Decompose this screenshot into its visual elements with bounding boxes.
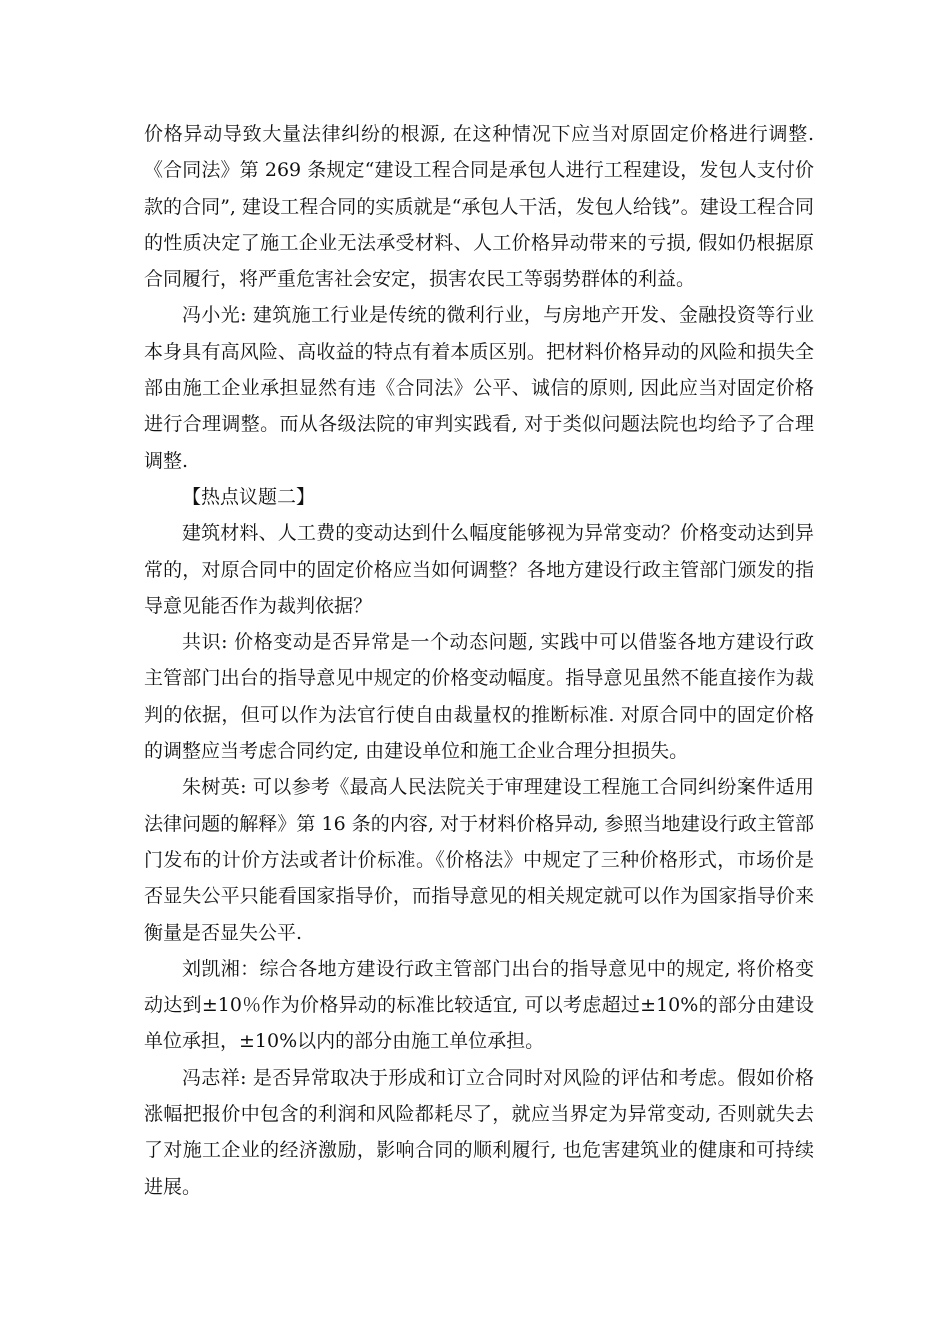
paragraph-feng-zhixiang: 冯志祥: 是否异常取决于形成和订立合同时对风险的评估和考虑。假如价格涨幅把报价中包含的利润和风险都耗尽了，就应当界定为异常变动, 否则就失去了对施工企业的经济激励，影响合同的顺利履行, 也危害建筑业的健康和可持续进展。: [144, 1066, 814, 1198]
paragraph-liu-kaixiang: 刘凯湘：综合各地方建设行政主管部门出台的指导意见中的规定, 将价格变动达到±10％作为价格异动的标准比较适宜, 可以考虑超过±10%的部分由建设单位承担，±10%以内的部分由施工单位承担。: [144, 957, 814, 1053]
section-heading-topic-two: 【热点议题二】: [182, 485, 316, 508]
paragraph-continuation: 价格异动导致大量法律纠纷的根源, 在这种情况下应当对原固定价格进行调整.《合同法》第 269 条规定“建设工程合同是承包人进行工程建设，发包人支付价款的合同”, 建设工程合同的实质就是“承包人干活，发包人给钱”。建设工程合同的性质决定了施工企业无法承受材料、人工价格异动带来的亏损, 假如仍根据原合同履行，将严重危害社会安定，损害农民工等弱势群体的利益。: [144, 123, 814, 291]
paragraph-zhu-shuying: 朱树英: 可以参考《最高人民法院关于审理建设工程施工合同纠纷案件适用法律问题的解释》第 16 条的内容, 对于材料价格异动, 参照当地建设行政主管部门发布的计价方法或者计价标准。《价格法》中规定了三种价格形式，市场价是否显失公平只能看国家指导价，而指导意见的相关规定就可以作为国家指导价来衡量是否显失公平.: [144, 776, 814, 944]
paragraph-question: 建筑材料、人工费的变动达到什么幅度能够视为异常变动？价格变动达到异常的，对原合同中的固定价格应当如何调整？各地方建设行政主管部门颁发的指导意见能否作为裁判依据？: [144, 522, 814, 617]
paragraph-feng-xiaoguang: 冯小光: 建筑施工行业是传统的微利行业，与房地产开发、金融投资等行业本身具有高风险、高收益的特点有着本质区别。把材料价格异动的风险和损失全部由施工企业承担显然有违《合同法》公平、诚信的原则, 因此应当对固定价格进行合理调整。而从各级法院的审判实践看, 对于类似问题法院也均给予了合理调整.: [144, 304, 814, 472]
paragraph-consensus: 共识: 价格变动是否异常是一个动态问题, 实践中可以借鉴各地方建设行政主管部门出台的指导意见中规定的价格变动幅度。指导意见虽然不能直接作为裁判的依据，但可以作为法官行使自由裁量权的推断标准. 对原合同中的固定价格的调整应当考虑合同约定, 由建设单位和施工企业合理分担损失。: [144, 631, 814, 763]
document-body: [144, 116, 814, 1205]
